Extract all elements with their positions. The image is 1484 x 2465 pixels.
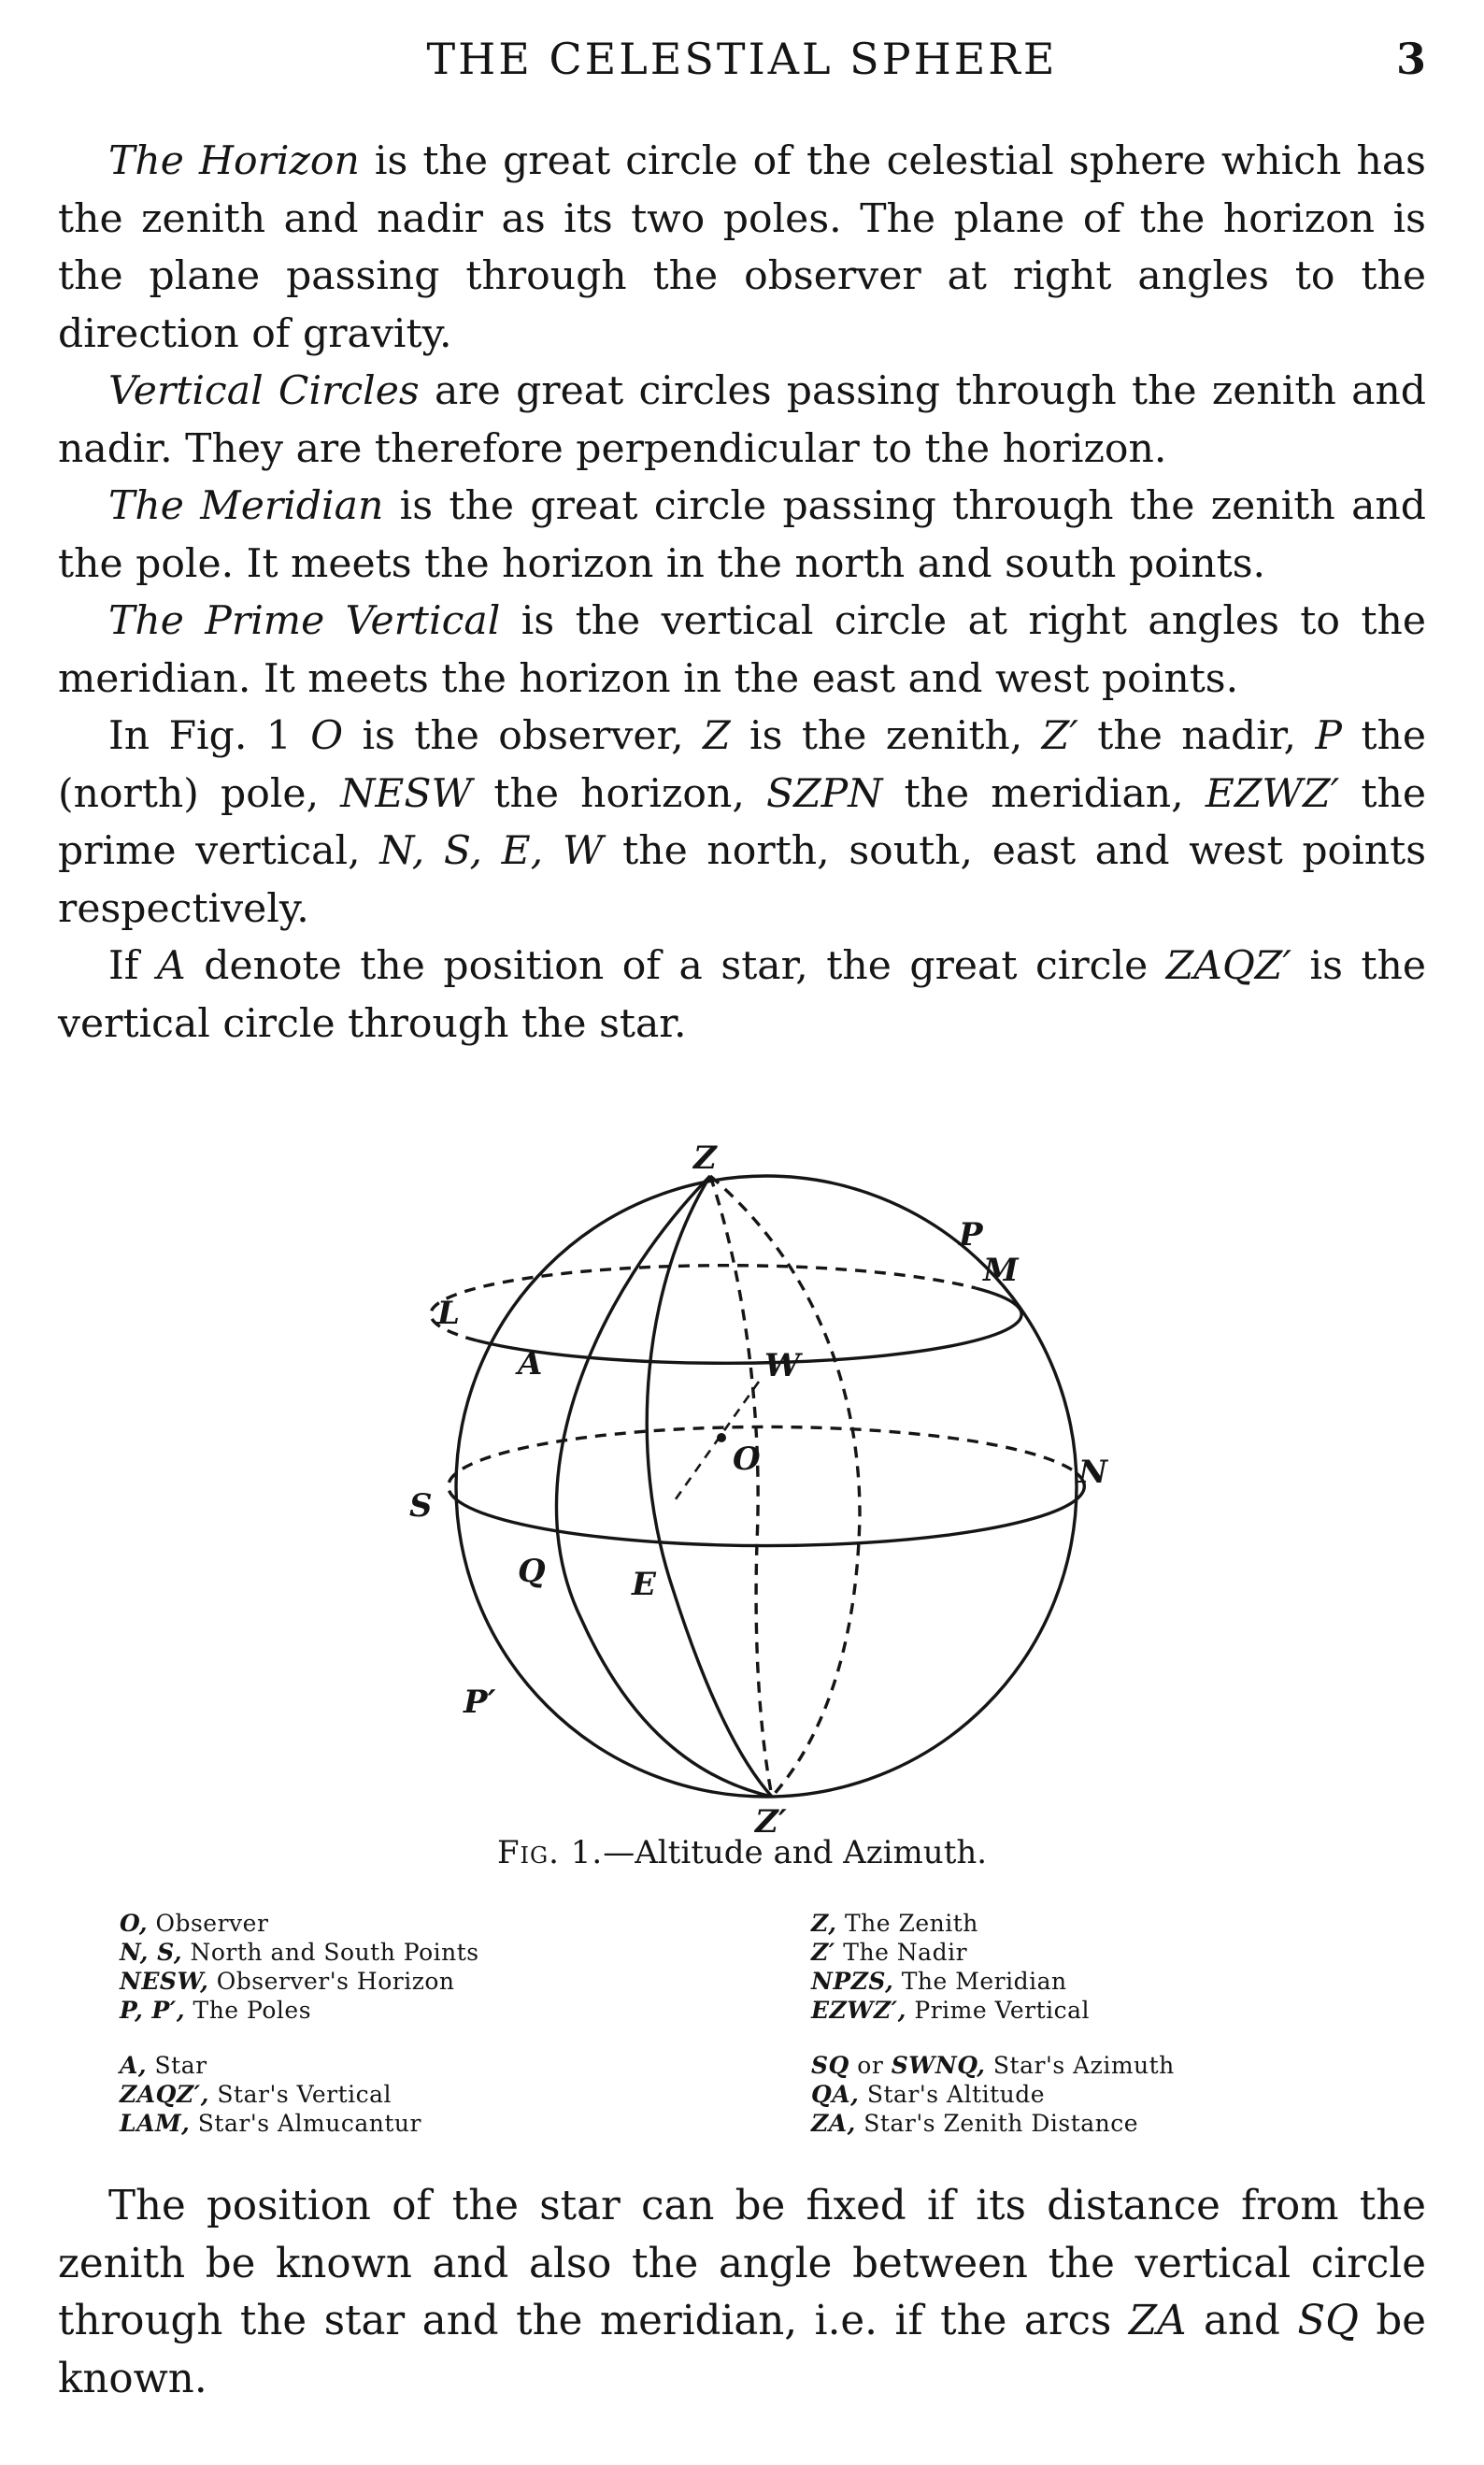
symbol: ZAQZ′ (1165, 943, 1291, 989)
legend-item (120, 2080, 479, 2109)
legend-text: The Nadir (835, 1939, 968, 1966)
text-run: is the observer, (343, 713, 704, 759)
symbol: EZWZ′ (1205, 770, 1340, 817)
prime-vertical-front (647, 1176, 772, 1797)
legend-left-column (120, 1909, 479, 2164)
symbol: NESW (340, 770, 473, 817)
label-l: L (437, 1295, 460, 1332)
paragraph-star-position (58, 938, 1426, 1053)
paragraph-fixing-position (58, 2178, 1426, 2408)
paragraph-text: is the great circle of the celestial sphere which has the zenith and nadir as its two poles. The plane of the horizon is the plane passing through the observer at right angles to the direction of gravity. (58, 138, 1426, 357)
legend-text: North and South Points (182, 1939, 479, 1966)
text-run: the (north) pole, (58, 713, 1426, 817)
text-run: In Fig. 1 (108, 713, 311, 759)
caption-fig-number: Fig. 1. (496, 1834, 604, 1871)
legend-symbol: Z′ (811, 1939, 835, 1966)
symbol: N, S, E, W (379, 828, 604, 874)
legend-symbol: NPZS, (811, 1968, 894, 1995)
term-vertical-circles: Vertical Circles (108, 368, 420, 414)
paragraph-text: are great circles passing through the zenith and nadir. They are therefore perpendicular to the horizon. (58, 368, 1426, 472)
legend-text: Star's Azimuth (985, 2052, 1175, 2079)
observer-point (717, 1433, 726, 1442)
legend-item (811, 2080, 1175, 2109)
prime-vertical-back (710, 1176, 772, 1797)
legend-text: The Zenith (836, 1910, 978, 1937)
text-run: the prime vertical, (58, 770, 1426, 874)
paragraph-vertical-circles (58, 363, 1426, 478)
running-head (58, 26, 1426, 92)
symbol: O (310, 713, 344, 759)
paragraph-fig-description (58, 708, 1426, 938)
legend-symbol: ZA, (811, 2110, 856, 2137)
text-run: the north, south, east and west points respectively. (58, 828, 1426, 932)
caption-title: —Altitude and Azimuth. (603, 1834, 988, 1871)
legend-right-column (811, 1909, 1175, 2164)
body-text-top (58, 133, 1426, 1053)
label-w: W (764, 1347, 801, 1384)
legend-text: The Poles (185, 1997, 312, 2024)
legend-group (811, 2051, 1175, 2138)
text-run: The position of the star can be fixed if its distance from the zenith be known and also the angle between the vertical circle through the star and the meridian, i.e. if the arcs (58, 2183, 1426, 2344)
symbol: SZPN (765, 770, 883, 817)
legend-text: Observer's Horizon (208, 1968, 455, 1995)
horizon-front (456, 1473, 1084, 1546)
legend-text: Star's Altitude (859, 2081, 1046, 2108)
legend-symbol: A, (120, 2052, 148, 2079)
paragraph-prime-vertical (58, 593, 1426, 708)
text-run: and (1186, 2298, 1298, 2344)
paragraph-text: is the vertical circle at right angles to the meridian. It meets the horizon in the east and west points. (58, 598, 1427, 702)
legend-symbol: EZWZ′, (811, 1997, 906, 2024)
legend-symbol: N, S, (120, 1939, 183, 1966)
legend-text: Star (147, 2052, 207, 2079)
paragraph-meridian (58, 478, 1426, 593)
legend-text: Star's Zenith Distance (855, 2110, 1139, 2137)
symbol: Z′ (1041, 713, 1078, 759)
text-run: is the zenith, (730, 713, 1042, 759)
paragraph-horizon (58, 133, 1426, 363)
legend-item (811, 1967, 1175, 1996)
legend-item (120, 1967, 479, 1996)
symbol: A (157, 943, 186, 989)
horizon-back (449, 1426, 1077, 1499)
legend-item (120, 1938, 479, 1967)
label-p-prime: P′ (464, 1684, 496, 1721)
text-run: If (108, 943, 158, 989)
celestial-sphere-figure (392, 1139, 1108, 1841)
legend-text: or (849, 2052, 892, 2079)
legend-item (811, 1996, 1175, 2025)
legend-item (811, 1909, 1175, 1938)
legend-symbol: Z, (811, 1910, 837, 1937)
label-m: M (983, 1252, 1019, 1289)
label-o: O (733, 1440, 761, 1478)
page-number: 3 (1395, 34, 1426, 84)
star-vertical-circle (556, 1176, 772, 1797)
legend-item (120, 1996, 479, 2025)
legend-symbol: SWNQ, (891, 2052, 986, 2079)
paragraph-text: is the great circle passing through the zenith and the pole. It meets the horizon in the north and south points. (58, 483, 1426, 587)
label-z: Z (693, 1139, 717, 1177)
term-horizon: The Horizon (108, 138, 360, 184)
legend-text: Observer (148, 1910, 269, 1937)
legend-symbol: QA, (811, 2081, 860, 2108)
symbol: P (1315, 713, 1342, 759)
legend-text: Prime Vertical (906, 1997, 1091, 2024)
legend-item (811, 1938, 1175, 1967)
term-prime-vertical: The Prime Vertical (108, 598, 501, 644)
legend-item (811, 2051, 1175, 2080)
symbol: ZA (1128, 2298, 1187, 2344)
term-meridian: The Meridian (108, 483, 384, 529)
text-run: the nadir, (1077, 713, 1316, 759)
legend-text: Star's Vertical (208, 2081, 392, 2108)
text-run: the meridian, (882, 770, 1206, 817)
label-p: P (959, 1216, 983, 1254)
label-a: A (518, 1345, 543, 1383)
celestial-sphere-diagram (392, 1139, 1108, 1841)
legend-item (120, 2109, 479, 2138)
legend-symbol: P, P′, (120, 1997, 186, 2024)
legend-symbol: NESW, (120, 1968, 209, 1995)
label-n: N (1078, 1454, 1108, 1491)
legend-item (120, 1909, 479, 1938)
body-text-bottom (58, 2178, 1426, 2408)
text-run: be known. (58, 2298, 1427, 2402)
running-title: THE CELESTIAL SPHERE (426, 34, 1058, 84)
label-e: E (632, 1566, 656, 1603)
legend-group (811, 1909, 1175, 2025)
almucantar-back (431, 1266, 976, 1340)
label-q: Q (518, 1553, 546, 1590)
label-s: S (409, 1487, 433, 1525)
legend-text: The Meridian (893, 1968, 1067, 1995)
symbol: Z (703, 713, 731, 759)
legend-symbol: LAM, (120, 2110, 191, 2137)
legend-symbol: O, (120, 1910, 149, 1937)
symbol: SQ (1297, 2298, 1359, 2344)
legend-symbol: ZAQZ′, (120, 2081, 209, 2108)
legend-text: Star's Almucantur (190, 2110, 421, 2137)
legend-item (120, 2051, 479, 2080)
legend-item (811, 2109, 1175, 2138)
legend-group (120, 1909, 479, 2025)
legend-group (120, 2051, 479, 2138)
text-run: is the vertical circle through the star. (58, 943, 1426, 1047)
legend-symbol: SQ (811, 2052, 849, 2079)
label-z-prime: Z′ (755, 1803, 787, 1841)
text-run: the horizon, (472, 770, 766, 817)
figure-caption (0, 1830, 1484, 1875)
text-run: denote the position of a star, the great circle (185, 943, 1166, 989)
